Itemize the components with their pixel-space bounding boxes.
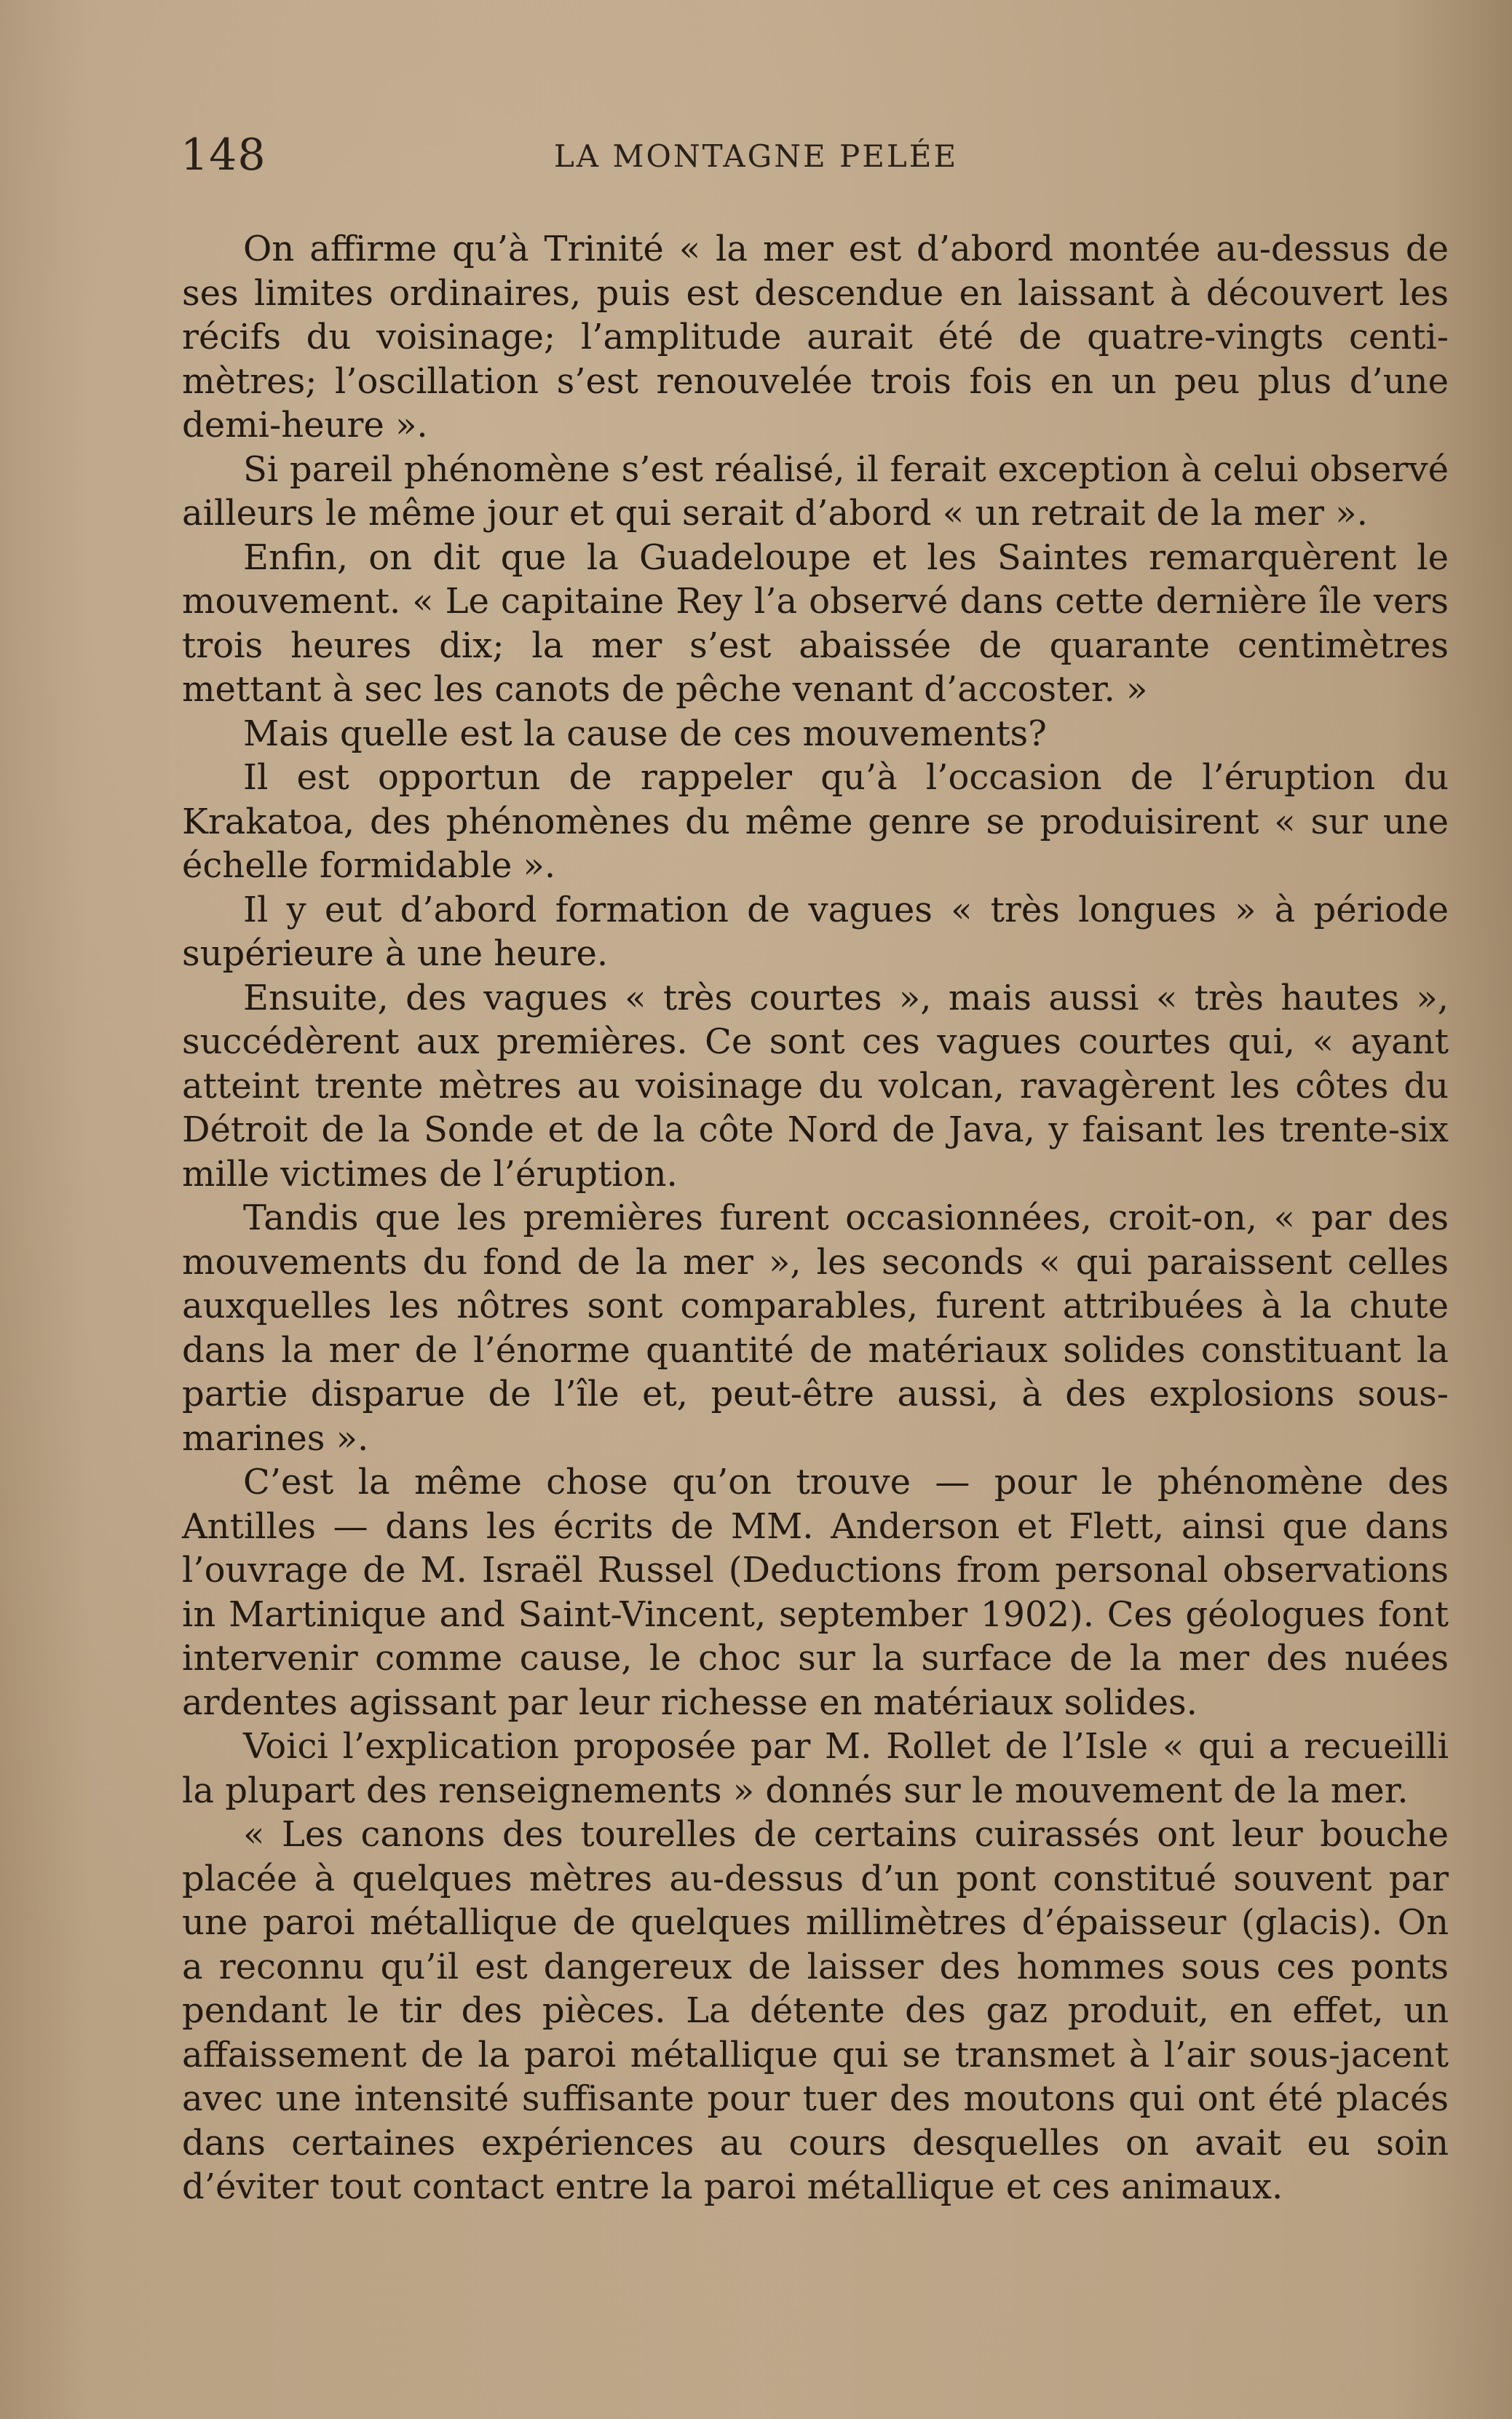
paragraph: Enfin, on dit que la Guadeloupe et les Saintes remarquèrent le mouvement. « Le capitaine Rey l’a observé dans cette dernière île vers trois heures dix; la mer s’est abaissée de quarante centimètres mettant à sec les canots de pêche venant d’accoster. »	[182, 537, 1449, 710]
body-text	[182, 227, 1449, 2209]
paragraph: Ensuite, des vagues « très courtes », mais aussi « très hautes », succédèrent aux premières. Ce sont ces vagues courtes qui, « ayant atteint trente mètres au voisinage du volcan, ravagèrent les côtes du Détroit de la Sonde et de la côte Nord de Java, y faisant les trente-six mille victimes de l’éruption.	[182, 977, 1449, 1195]
paragraph: Si pareil phénomène s’est réalisé, il ferait exception à celui observé ailleurs le même jour et qui serait d’abord « un retrait de la mer ».	[182, 448, 1449, 534]
page-number: 148	[181, 130, 266, 181]
paragraph: Tandis que les premières furent occasionnées, croit-on, « par des mouvements du fond de la mer », les seconds « qui paraissent celles auxquelles les nôtres sont comparables, furent attribuées à la chute dans la mer de l’énorme quantité de matériaux solides constituant la partie disparue de l’île et, peut-être aussi, à des explosions sousmarines ».	[182, 1197, 1449, 1459]
paragraph: Mais quelle est la cause de ces mouvements?	[243, 713, 1047, 754]
paragraph: C’est la même chose qu’on trouve — pour le phénomène des Antilles — dans les écrits de MM. Anderson et Flett, ainsi que dans l’ouvrage de M. Israël Russel (Deductions from personal observations in Martinique and Saint-Vincent, september 1902). Ces géologues font intervenir comme cause, le choc sur la surface de la mer des nuées ardentes agissant par leur richesse en matériaux solides.	[182, 1462, 1449, 1723]
paragraph: On affirme qu’à Trinité « la mer est d’abord montée au-dessus de ses limites ordinaires, puis est descendue en laissant à découvert les récifs du voisinage; l’amplitude aurait été de quatre-vingts centimètres; l’oscillation s’est renouvelée trois fois en un peu plus d’une demi-heure ».	[182, 229, 1449, 446]
paragraph: Il est opportun de rappeler qu’à l’occasion de l’éruption du Krakatoa, des phénomènes du même genre se produisirent « sur une échelle formidable ».	[182, 757, 1449, 886]
paragraph: Il y eut d’abord formation de vagues « très longues » à période supérieure à une heure.	[182, 889, 1449, 974]
paragraph: « Les canons des tourelles de certains cuirassés ont leur bouche placée à quelques mètres au-dessus d’un pont constitué souvent par une paroi métallique de quelques millimètres d’épaisseur (glacis). On a reconnu qu’il est dangereux de laisser des hommes sous ces ponts pendant le tir des pièces. La détente des gaz produit, en effet, un affaissement de la paroi métallique qui se transmet à l’air sous-jacent avec une intensité suffisante pour tuer des moutons qui ont été placés dans certaines expériences au cours desquelles on avait eu soin d’éviter tout contact entre la paroi métallique et ces animaux.	[182, 1814, 1449, 2207]
paragraph: Voici l’explication proposée par M. Rollet de l’Isle « qui a recueilli la plupart des renseignements » donnés sur le mouvement de la mer.	[182, 1726, 1449, 1811]
running-title: LA MONTAGNE PELÉE	[553, 138, 959, 174]
